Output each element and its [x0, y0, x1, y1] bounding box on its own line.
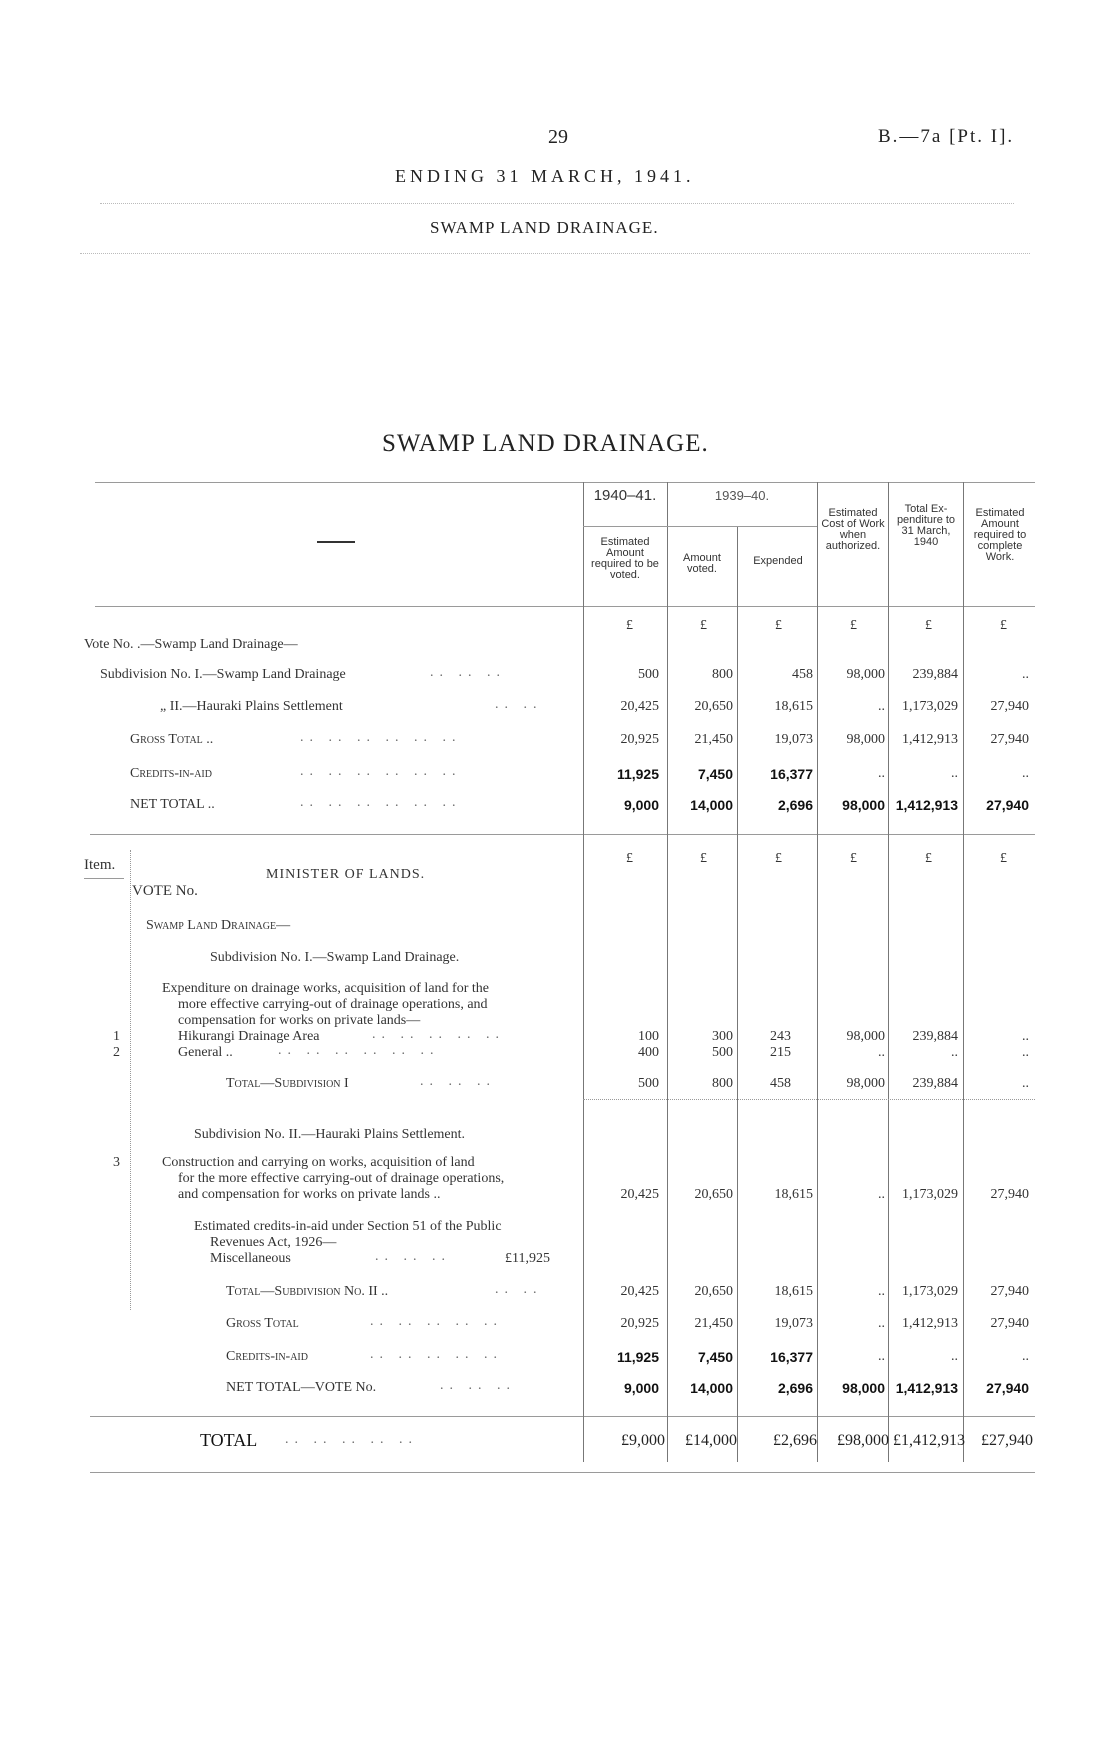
summary-cell: ..: [878, 766, 885, 781]
column-divider: [667, 482, 668, 1462]
summary-row-label: Subdivision No. I.—Swamp Land Drainage: [100, 667, 346, 682]
header-amount-voted: Amount voted.: [683, 552, 721, 575]
swamp-land-heading: Swamp Land Drainage—: [146, 918, 291, 933]
pound-symbol: £: [700, 618, 707, 633]
summary-cell: 27,940: [990, 699, 1029, 714]
grand-total-cell: £27,940: [981, 1432, 1033, 1449]
detail-cell: ..: [878, 1349, 885, 1364]
sub1-description-line: more effective carrying-out of drainage operations, and: [178, 997, 488, 1012]
detail-cell: ..: [1022, 1029, 1029, 1044]
pound-symbol: £: [850, 618, 857, 633]
pound-symbol: £: [925, 851, 932, 866]
detail-cell: 20,425: [620, 1187, 659, 1202]
grand-total-cell: £9,000: [621, 1432, 665, 1449]
summary-cell: ..: [1022, 766, 1029, 781]
section-title: SWAMP LAND DRAINAGE.: [382, 430, 709, 457]
detail-cell: 27,940: [990, 1284, 1029, 1299]
summary-cell: 20,925: [620, 732, 659, 747]
vote-number: VOTE No.: [132, 883, 198, 899]
column-divider: [817, 482, 818, 1462]
detail-cell: ..: [951, 1045, 958, 1060]
detail-cell: 98,000: [842, 1380, 885, 1396]
item-number: 2: [113, 1045, 120, 1060]
year-header-rule: [667, 526, 817, 527]
summary-cell: ..: [878, 699, 885, 714]
pound-symbol: £: [775, 618, 782, 633]
summary-cell: 20,650: [694, 699, 733, 714]
grand-total-label: TOTAL: [200, 1430, 258, 1450]
item-label: General ..: [178, 1045, 233, 1060]
detail-cell: 500: [712, 1045, 733, 1060]
grand-total-cell: £1,412,913: [893, 1432, 965, 1449]
column-divider: [888, 482, 889, 1462]
detail-cell: 18,615: [774, 1187, 813, 1202]
header-bottom-rule: [95, 606, 1035, 607]
pound-symbol: £: [1000, 618, 1007, 633]
detail-cell: 100: [638, 1029, 659, 1044]
summary-cell: 98,000: [842, 797, 885, 813]
detail-cell: 11,925: [616, 1349, 659, 1365]
gross-total-label: Gross Total: [226, 1316, 299, 1331]
detail-cell: 400: [638, 1045, 659, 1060]
summary-bottom-rule: [90, 834, 1035, 835]
leader-dots: .. .. ..: [430, 665, 506, 680]
sub1-description-line: Expenditure on drainage works, acquisition of land for the: [162, 981, 489, 996]
header-estimated-required: Estimated Amount required to be voted.: [591, 536, 659, 581]
summary-cell: ..: [951, 766, 958, 781]
summary-cell: 1,412,913: [895, 797, 958, 813]
summary-row-label: „ II.—Hauraki Plains Settlement: [160, 699, 343, 714]
leader-dots: .. .. ..: [420, 1074, 496, 1089]
credits-in-aid-label: Credits-in-aid: [226, 1349, 308, 1364]
header-expended: Expended: [753, 555, 803, 567]
detail-cell: 27,940: [990, 1187, 1029, 1202]
summary-cell: 14,000: [690, 797, 733, 813]
header-total-expenditure: Total Ex-penditure to 31 March, 1940: [896, 503, 956, 548]
summary-cell: 27,940: [986, 797, 1029, 813]
credits-note-line: Revenues Act, 1926—: [210, 1235, 337, 1250]
summary-cell: 11,925: [616, 766, 659, 782]
pound-symbol: £: [1000, 851, 1007, 866]
detail-cell: ..: [878, 1316, 885, 1331]
summary-cell: 9,000: [623, 797, 659, 813]
summary-cell: 27,940: [990, 732, 1029, 747]
divider: [80, 253, 1030, 254]
header-estimated-complete: Estimated Amount required to complete Work.: [973, 507, 1027, 563]
leader-dots: .. .. .. .. ..: [372, 1027, 505, 1042]
sub1-description-line: compensation for works on private lands—: [178, 1013, 421, 1028]
item-3-line: Construction and carrying on works, acquisition of land: [162, 1155, 475, 1170]
item-number: 1: [113, 1029, 120, 1044]
grand-total-cell: £14,000: [685, 1432, 737, 1449]
detail-cell: 27,940: [990, 1316, 1029, 1331]
detail-cell: 500: [638, 1076, 659, 1091]
item-column-header: Item.: [84, 857, 116, 873]
pound-symbol: £: [925, 618, 932, 633]
leader-dots: .. ..: [495, 1282, 543, 1297]
header-estimated-cost: Estimated Cost of Work when authorized.: [821, 507, 885, 552]
item-label: Hikurangi Drainage Area: [178, 1029, 320, 1044]
detail-cell: 19,073: [774, 1316, 813, 1331]
header-year-1939: 1939–40.: [714, 488, 770, 503]
detail-cell: 27,940: [986, 1380, 1029, 1396]
net-total-label: NET TOTAL ..: [130, 797, 215, 812]
pound-symbol: £: [700, 851, 707, 866]
credits-amount: £11,925: [505, 1251, 550, 1266]
summary-cell: ..: [1022, 667, 1029, 682]
pound-symbol: £: [626, 851, 633, 866]
item-3-line: and compensation for works on private lands ..: [178, 1187, 441, 1202]
detail-cell: 239,884: [912, 1076, 958, 1091]
detail-cell: 2,696: [777, 1380, 813, 1396]
summary-cell: 1,173,029: [902, 699, 958, 714]
leader-dots: .. .. ..: [440, 1378, 516, 1393]
item-header-rule: [84, 878, 124, 879]
summary-vote-heading: Vote No. .—Swamp Land Drainage—: [84, 637, 298, 652]
detail-cell: 7,450: [697, 1349, 733, 1365]
detail-cell: 1,412,913: [902, 1316, 958, 1331]
subdivision-2-total-label: Total—Subdivision No. II ..: [226, 1284, 389, 1299]
summary-cell: 98,000: [846, 667, 885, 682]
net-total-vote-label: NET TOTAL—VOTE No.: [226, 1380, 377, 1395]
summary-cell: 1,412,913: [902, 732, 958, 747]
detail-cell: 800: [712, 1076, 733, 1091]
page-number: 29: [548, 126, 568, 148]
subdivision-2-title: Subdivision No. II.—Hauraki Plains Settlement.: [194, 1127, 466, 1142]
summary-cell: 458: [792, 667, 813, 682]
running-title: SWAMP LAND DRAINAGE.: [430, 218, 659, 237]
summary-cell: 21,450: [694, 732, 733, 747]
detail-cell: ..: [1022, 1076, 1029, 1091]
item-column-divider: [130, 850, 131, 1310]
leader-dots: .. .. .. .. .. ..: [300, 795, 462, 810]
detail-cell: 215: [770, 1045, 791, 1060]
subdivision-1-total-label: Total—Subdivision I: [226, 1076, 349, 1091]
column-divider: [737, 526, 738, 1462]
credits-note-line: Miscellaneous: [210, 1251, 291, 1266]
summary-cell: 20,425: [620, 699, 659, 714]
leader-dots: .. .. .. .. .. ..: [300, 764, 462, 779]
detail-cell: 300: [712, 1029, 733, 1044]
leader-dots: .. .. ..: [375, 1249, 451, 1264]
detail-cell: ..: [1022, 1045, 1029, 1060]
pound-symbol: £: [850, 851, 857, 866]
detail-cell: 20,925: [620, 1316, 659, 1331]
detail-cell: ..: [951, 1349, 958, 1364]
detail-bottom-rule: [90, 1416, 1035, 1417]
detail-cell: 21,450: [694, 1316, 733, 1331]
leader-dots: .. .. .. .. ..: [285, 1432, 418, 1447]
document-reference: B.—7a [Pt. I].: [878, 126, 1015, 147]
leader-dots: .. .. .. .. .. ..: [278, 1043, 440, 1058]
detail-cell: ..: [878, 1187, 885, 1202]
divider: [100, 203, 1014, 204]
detail-cell: 239,884: [912, 1029, 958, 1044]
summary-cell: 239,884: [912, 667, 958, 682]
summary-cell: 16,377: [770, 766, 813, 782]
column-divider: [963, 482, 964, 1462]
detail-cell: 18,615: [774, 1284, 813, 1299]
detail-cell: 20,650: [694, 1187, 733, 1202]
minister-heading: MINISTER OF LANDS.: [266, 867, 426, 882]
credits-in-aid-label: Credits-in-aid: [130, 766, 212, 781]
summary-cell: 800: [712, 667, 733, 682]
item-number: 3: [113, 1155, 120, 1170]
summary-cell: 98,000: [846, 732, 885, 747]
leader-dots: .. .. .. .. .. ..: [300, 730, 462, 745]
leader-dots: .. .. .. .. ..: [370, 1347, 503, 1362]
detail-cell: 458: [770, 1076, 791, 1091]
summary-cell: 2,696: [777, 797, 813, 813]
grand-total-cell: £98,000: [837, 1432, 889, 1449]
pound-symbol: £: [626, 618, 633, 633]
summary-cell: 19,073: [774, 732, 813, 747]
credits-note-line: Estimated credits-in-aid under Section 51 of the Public: [194, 1219, 502, 1234]
subdivision-1-title: Subdivision No. I.—Swamp Land Drainage.: [210, 950, 460, 965]
subtotal-rule: [583, 1099, 1035, 1100]
detail-cell: 1,412,913: [895, 1380, 958, 1396]
ending-heading: ENDING 31 MARCH, 1941.: [395, 166, 695, 186]
item-3-line: for the more effective carrying-out of drainage operations,: [178, 1171, 505, 1186]
detail-cell: 98,000: [846, 1076, 885, 1091]
leader-dots: .. .. .. .. ..: [370, 1314, 503, 1329]
detail-cell: 16,377: [770, 1349, 813, 1365]
header-year-1940: 1940–41.: [593, 487, 657, 504]
detail-cell: 20,425: [620, 1284, 659, 1299]
detail-cell: ..: [1022, 1349, 1029, 1364]
summary-cell: 7,450: [697, 766, 733, 782]
detail-cell: 1,173,029: [902, 1284, 958, 1299]
summary-cell: 500: [638, 667, 659, 682]
leader-dots: .. ..: [495, 697, 543, 712]
detail-cell: 20,650: [694, 1284, 733, 1299]
detail-cell: ..: [878, 1045, 885, 1060]
table-top-rule: [95, 482, 1035, 483]
detail-cell: 14,000: [690, 1380, 733, 1396]
detail-cell: 1,173,029: [902, 1187, 958, 1202]
summary-cell: 18,615: [774, 699, 813, 714]
gross-total-label: Gross Total ..: [130, 732, 214, 747]
header-dash: [317, 541, 355, 543]
grand-total-cell: £2,696: [773, 1432, 817, 1449]
detail-cell: 98,000: [846, 1029, 885, 1044]
column-divider: [583, 482, 584, 1462]
detail-cell: 9,000: [623, 1380, 659, 1396]
pound-symbol: £: [775, 851, 782, 866]
table-bottom-rule: [90, 1472, 1035, 1473]
detail-cell: ..: [878, 1284, 885, 1299]
detail-cell: 243: [770, 1029, 791, 1044]
